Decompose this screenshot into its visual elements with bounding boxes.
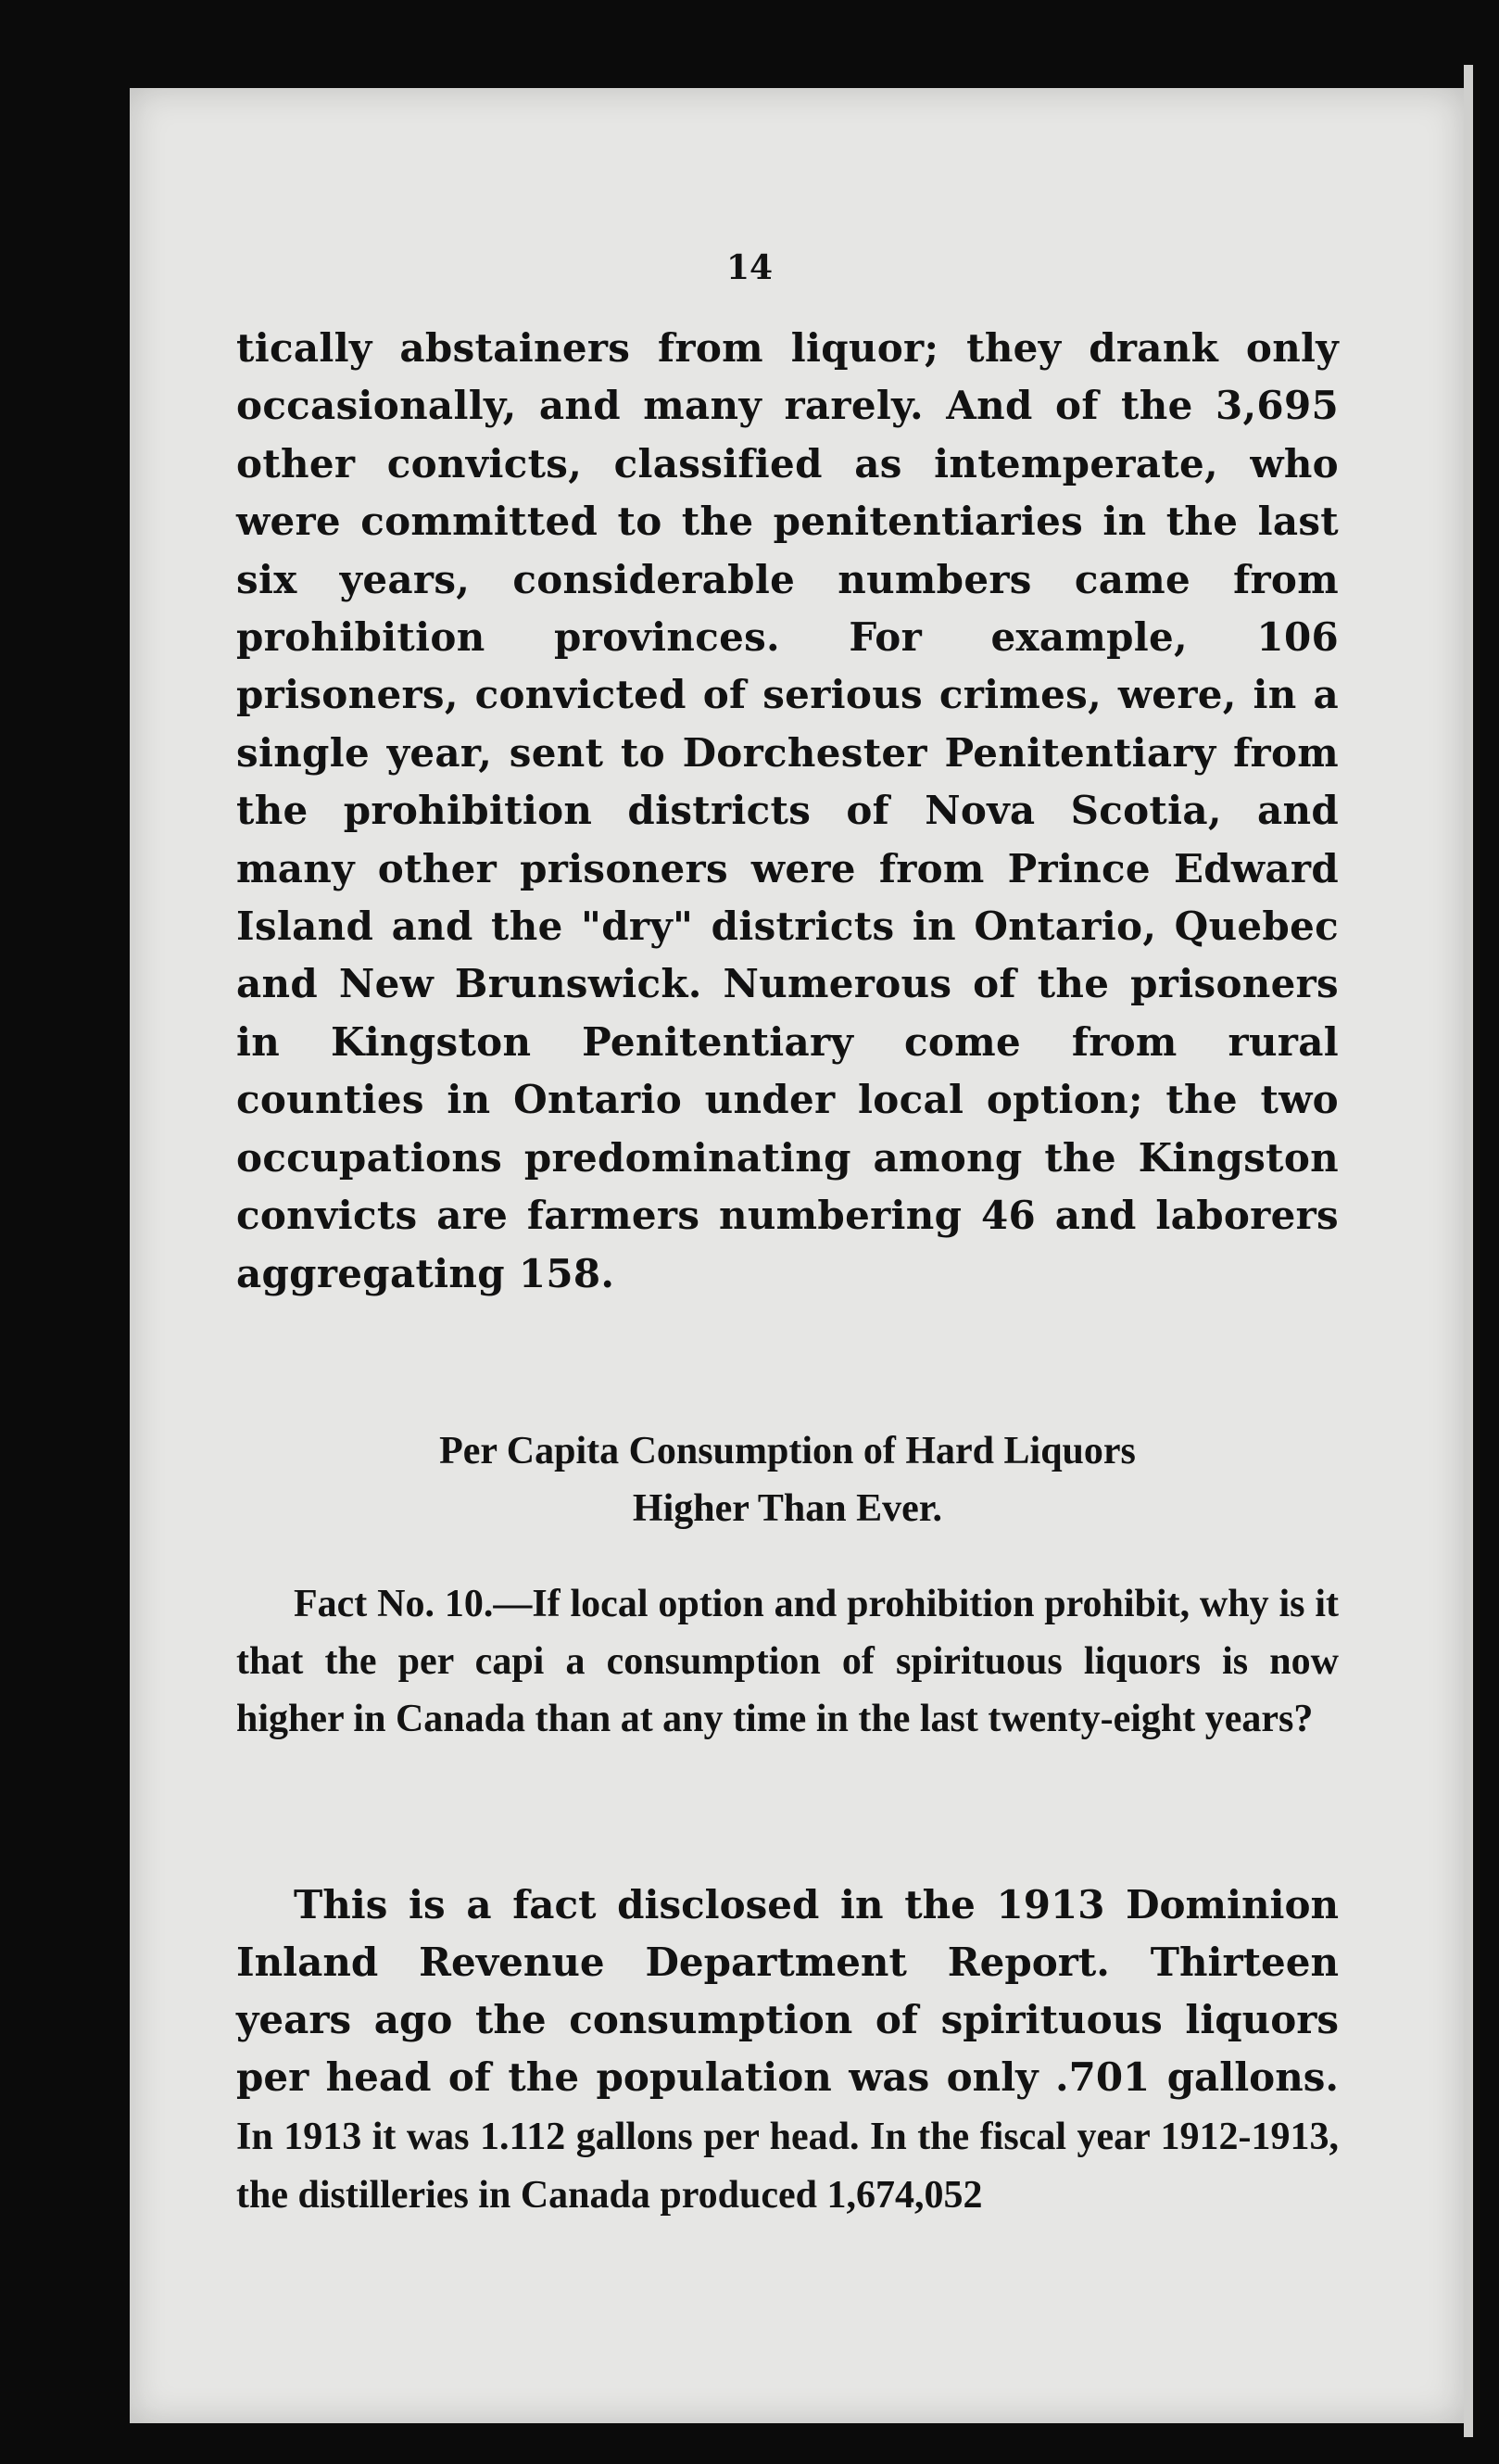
body-paragraph bbox=[236, 320, 1339, 1303]
body-paragraph-text: tically abstainers from liquor; they drank only occasionally, and many rarely. And of the 3,695 other convicts, classified as intemperate, who were committed to the penitentiaries in the last six years, considerable numbers came from prohibition provinces. For example, 106 prisoners, convicted of serious crimes, were, in a single year, sent to Dorchester Penitentiary from the prohibition districts of Nova Scotia, and many other prisoners were from Prince Edward Island and the "dry" districts in Ontario, Quebec and New Brunswick. Numerous of the prisoners in Kingston Penitentiary come from rural counties in Ontario under local option; the two occupations predominating among the Kingston convicts are farmers numbering 46 and laborers aggregating 158. bbox=[236, 325, 1339, 1296]
fact-paragraph bbox=[236, 1575, 1339, 1748]
follow-paragraph bbox=[236, 1876, 1339, 2224]
section-heading-line-2: Higher Than Ever. bbox=[632, 1487, 943, 1530]
fact-label: Fact No. 10. bbox=[294, 1583, 494, 1625]
page-edge bbox=[1464, 65, 1473, 2437]
fact-paragraph-text bbox=[236, 1575, 1339, 1748]
follow-text-strong: In 1913 it was 1.112 gallons per head. In the fiscal year 1912-1913, the distilleries in Canada produced 1,674,052 bbox=[236, 2116, 1339, 2217]
section-heading-line-1: Per Capita Consumption of Hard Liquors bbox=[439, 1430, 1136, 1472]
fact-text: —If local option and prohibition prohibit, why is it that the per capi a consumption of spirituous liquors is now higher in Canada than at any time in the last twenty-eight years? bbox=[236, 1583, 1339, 1740]
section-heading bbox=[236, 1422, 1339, 1537]
follow-text-plain: This is a fact disclosed in the 1913 Dominion Inland Revenue Department Report. Thirteen years ago the consumption of spirituous liquors per head of the population was only .701 gallons. bbox=[236, 1882, 1339, 2100]
page-number: 14 bbox=[725, 248, 774, 287]
follow-paragraph-text bbox=[236, 1876, 1339, 2224]
